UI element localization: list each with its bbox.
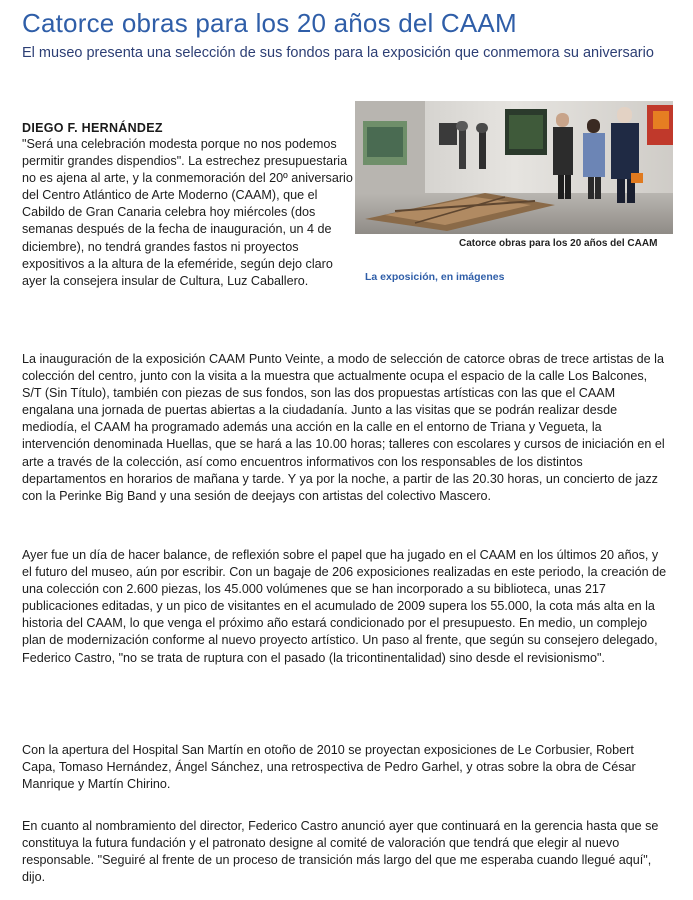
exhibition-photo[interactable] (355, 101, 673, 234)
exhibition-photo-illustration (355, 101, 673, 234)
lead-paragraph: "Será una celebración modesta porque no nos podemos permitir grandes dispendios". La estrechez presupuestaria no es ajena al arte, y la conmemoración del 20º aniversario del Centro Atlántico de Arte Moderno (CAAM), que el Cabildo de Gran Canaria celebra hoy miércoles (dos semanas después de la fecha de inauguración, un 4 de diciembre), no tendrá grandes fastos ni proyectos expositivos a la altura de la efeméride, según dejo claro ayer la consejera insular de Cultura, Luz Caballero. (22, 137, 353, 288)
body-paragraph: Ayer fue un día de hacer balance, de reflexión sobre el papel que ha jugado en el CAAM en los últimos 20 años, y el futuro del museo, aún por escribir. Con un bagaje de 206 exposiciones realizadas en este periodo, la creación de una colección con 2.600 piezas, los 45.000 volúmenes que se han incorporado a su biblioteca, unas 217 publicaciones editadas, y un pico de visitantes en el acumulado de 2009 supera los 55.000, la cota más alta en la historia del CAAM, lo que venga el próximo año estará condicionado por el presupuesto. En medio, un complejo plan de modernización conforme al nuevo proyecto artístico. Un paso al frente, que según su consejero delegado, Federico Castro, "no se trata de ruptura con el pasado (la tricontinentalidad) sino desde el revisionismo". (22, 548, 667, 665)
body-paragraph: La inauguración de la exposición CAAM Punto Veinte, a modo de selección de catorce obras de trece artistas de la colección del centro, junto con la visita a la muestra que actualmente ocupa el espacio de la calle Los Balcones, S/T (Sin Título), también con piezas de sus fondos, son las dos propuestas artísticas con las que el CAAM engalana una jornada de puertas abiertas a la ciudadanía. Junto a las visitas que se podrán realizar desde mediodía, el CAAM ha programado además una acción en la calle en el entorno de Triana y Vegueta, la intervención denominada Huellas, que se hará a las 10.00 horas; talleres con escolares y cursos de iniciación en el arte a través de la colección, así como encuentros informativos con los responsables de los distintos departamentos en horarios de mañana y tarde. Y ya por la noche, a partir de las 20.30 horas, un concierto de jazz con la Perinke Big Band y una sesión de deejays con artistas del colectivo Mascero. (22, 352, 665, 503)
author-byline: DIEGO F. HERNÁNDEZ (22, 121, 163, 135)
body-paragraph: Con la apertura del Hospital San Martín en otoño de 2010 se proyectan exposiciones de Le Corbusier, Robert Capa, Tomaso Hernández, Ángel Sánchez, una retrospectiva de Pedro Garhel, y otras sobre la obra de César Manrique y Martín Chirino. (22, 743, 636, 792)
photo-caption: Catorce obras para los 20 años del CAAM (459, 238, 658, 249)
article-subheadline: El museo presenta una selección de sus fondos para la exposición que conmemora su aniversario (22, 45, 654, 61)
body-paragraph: En cuanto al nombramiento del director, Federico Castro anunció ayer que continuará en la gerencia hasta que se constituya la futura fundación y el patronato designe al comité de valoración que tendrá que elegir al nuevo responsable. "Seguiré al frente de un proceso de transición más largo del que me esperaba cuando llegué aquí", dijo. (22, 819, 659, 885)
article-headline: Catorce obras para los 20 años del CAAM (22, 8, 517, 38)
gallery-link[interactable]: La exposición, en imágenes (365, 271, 505, 283)
